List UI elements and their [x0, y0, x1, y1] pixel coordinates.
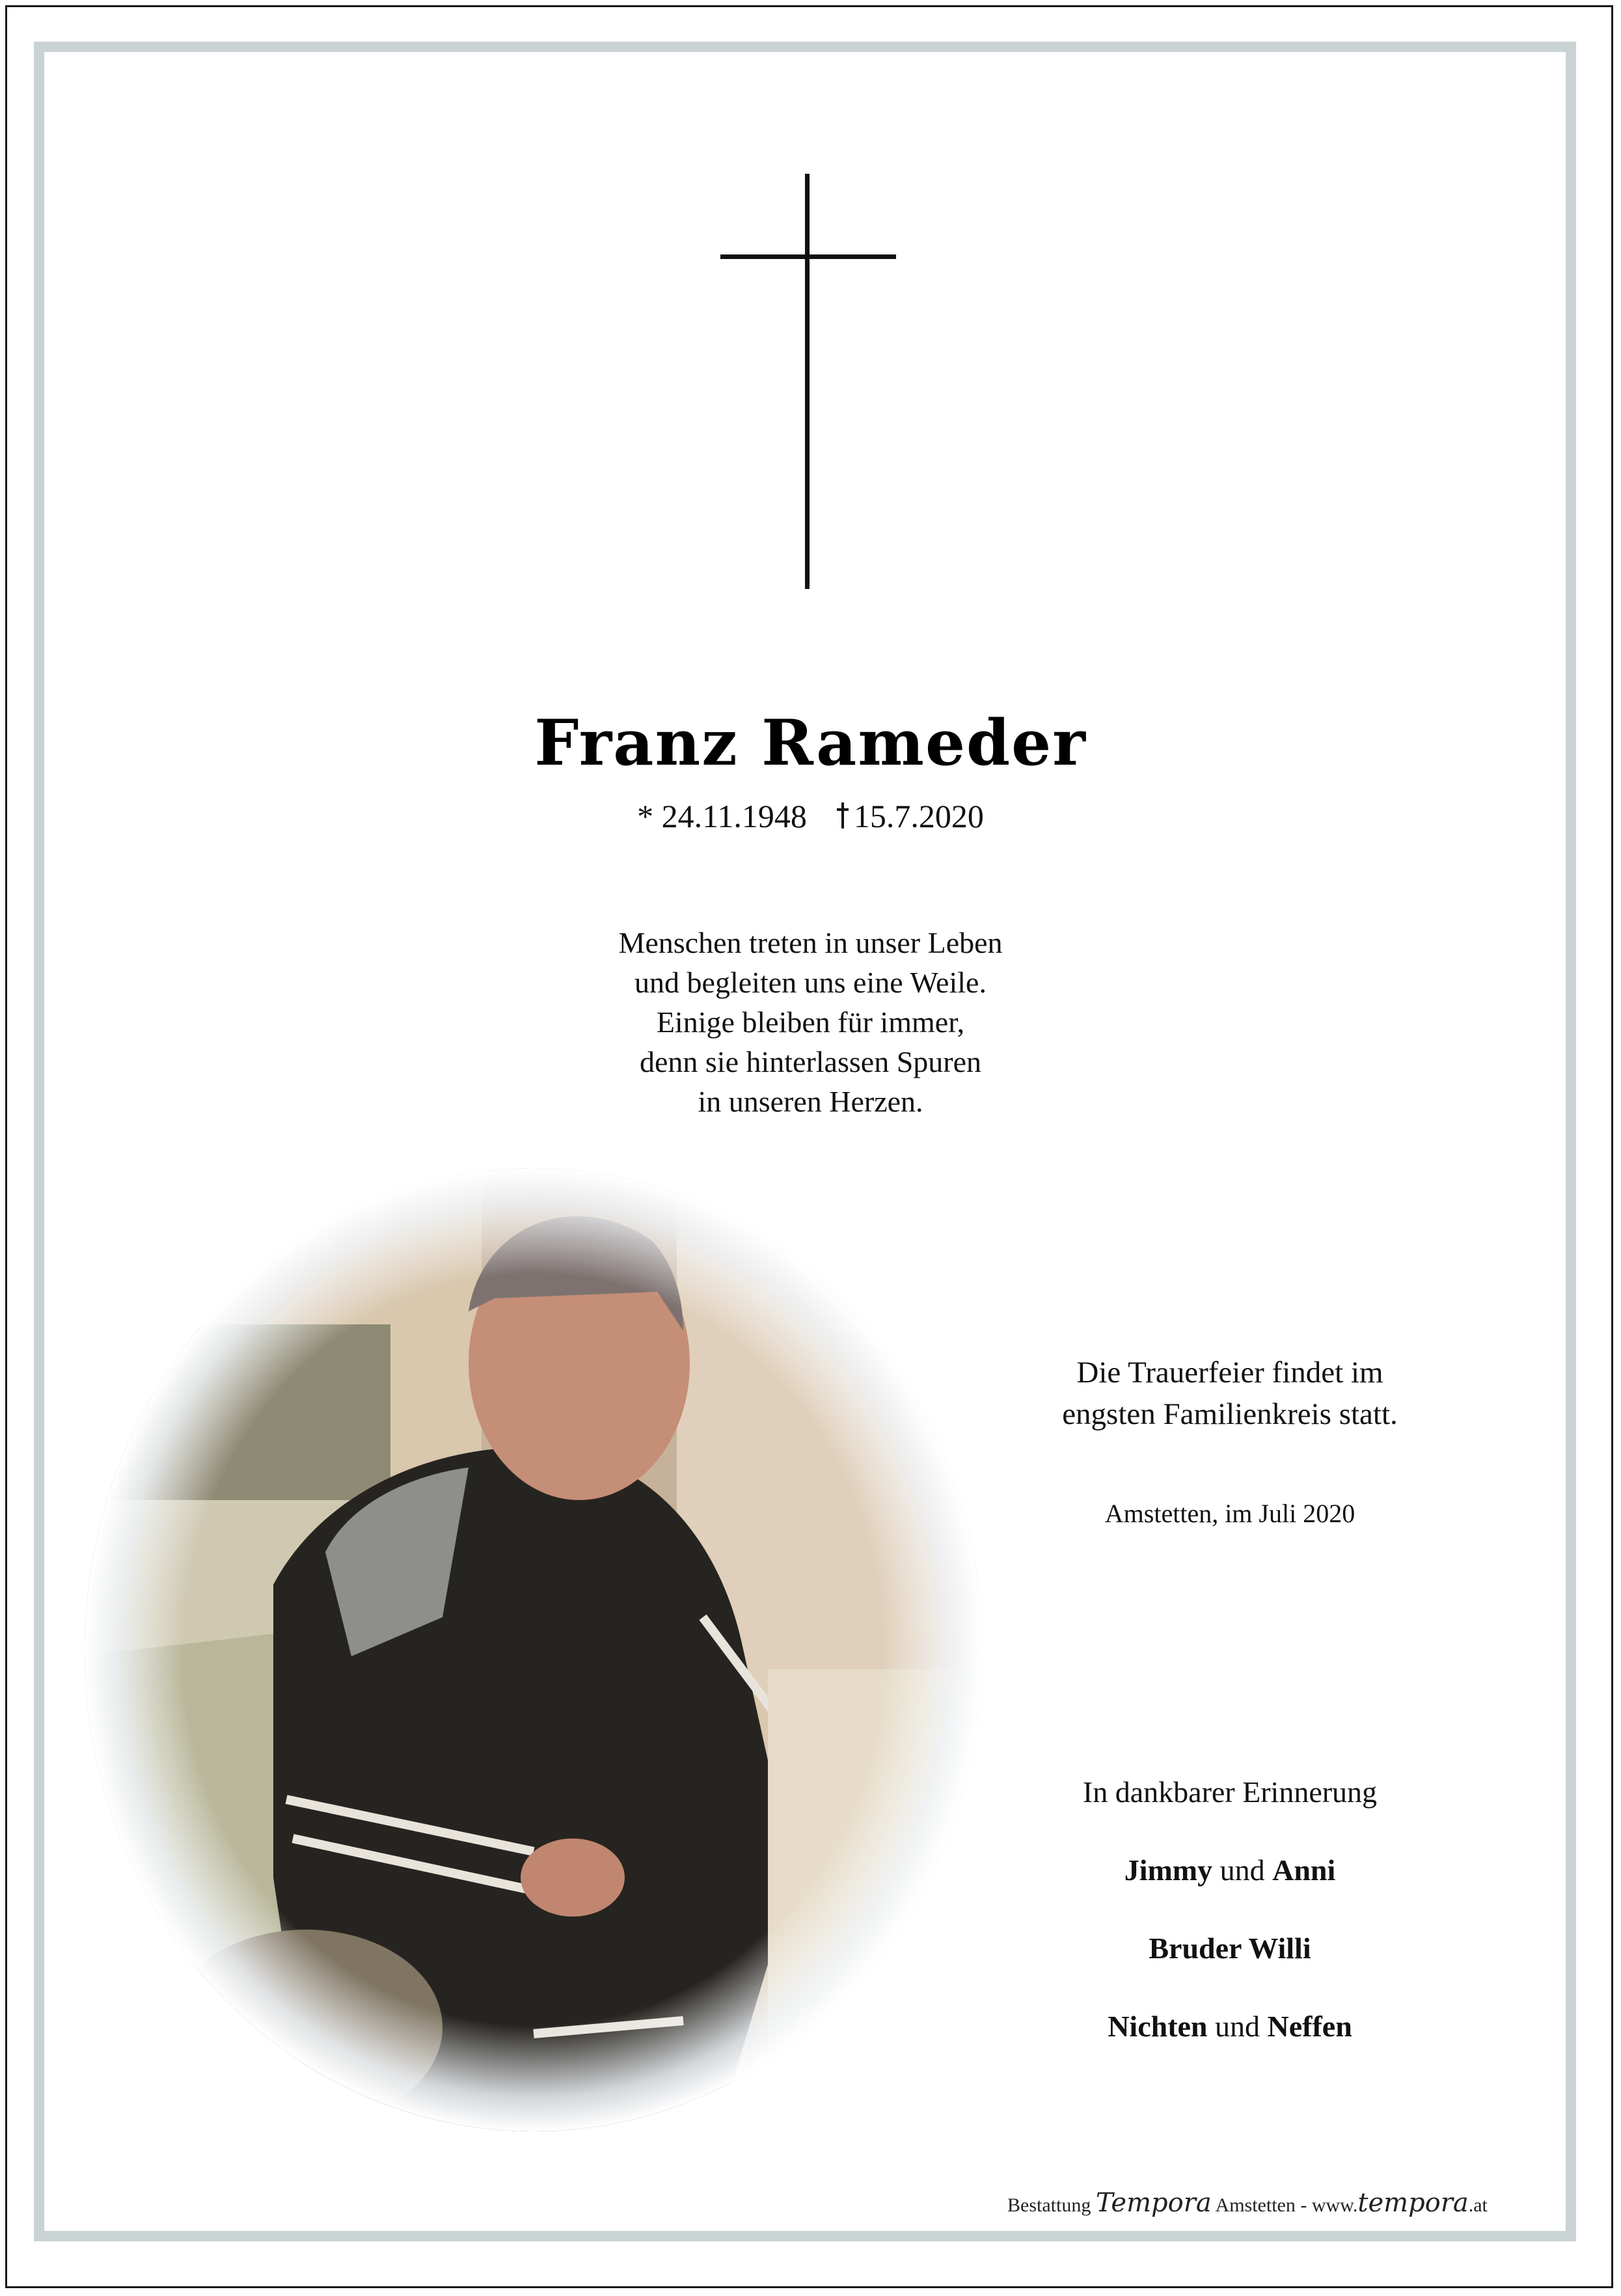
poem-line: und begleiten uns eine Weile. — [634, 966, 987, 999]
dagger-icon — [837, 802, 849, 828]
birth-marker: * — [637, 798, 654, 834]
deceased-name: Franz Rameder — [534, 706, 1087, 780]
cross-vertical-bar — [805, 174, 810, 589]
ceremony-line: Die Trauerfeier findet im — [1076, 1356, 1383, 1389]
mourner-name: Neffen — [1267, 2010, 1352, 2043]
mourner-line — [989, 2009, 1471, 2043]
cross-horizontal-bar — [720, 254, 896, 259]
mourner-joiner: und — [1219, 1853, 1265, 1887]
mourner-name: Jimmy — [1124, 1853, 1213, 1887]
ceremony-notice — [989, 1352, 1471, 1435]
mourner-joiner: und — [1215, 2010, 1260, 2043]
footer-domain: tempora — [1357, 2188, 1469, 2218]
mourner-line — [989, 1853, 1471, 1887]
mourner-name: Anni — [1272, 1853, 1336, 1887]
death-date: 15.7.2020 — [853, 798, 984, 834]
ceremony-line: engsten Familienkreis statt. — [1062, 1397, 1398, 1431]
memorial-poem — [0, 923, 1621, 1121]
life-dates — [0, 797, 1621, 835]
portrait-photo — [78, 1162, 989, 2138]
poem-line: in unseren Herzen. — [698, 1085, 923, 1118]
place-date: Amstetten, im Juli 2020 — [1104, 1499, 1355, 1528]
mourner-name: Bruder Willi — [1149, 1932, 1311, 1965]
footer-credit — [1007, 2188, 1488, 2218]
footer-prefix: Bestattung — [1007, 2194, 1091, 2216]
poem-line: Menschen treten in unser Leben — [618, 926, 1003, 959]
memory-line: In dankbarer Erinnerung — [1082, 1775, 1378, 1809]
mourner-line — [989, 1931, 1471, 1965]
footer-tld: .at — [1468, 2194, 1488, 2216]
mourner-name: Nichten — [1108, 2010, 1208, 2043]
footer-suffix: Amstetten - www. — [1215, 2194, 1358, 2216]
birth-date: 24.11.1948 — [661, 798, 807, 834]
poem-line: denn sie hinterlassen Spuren — [639, 1045, 982, 1078]
brand-logo: Tempora — [1095, 2188, 1212, 2218]
poem-line: Einige bleiben für immer, — [656, 1005, 965, 1039]
